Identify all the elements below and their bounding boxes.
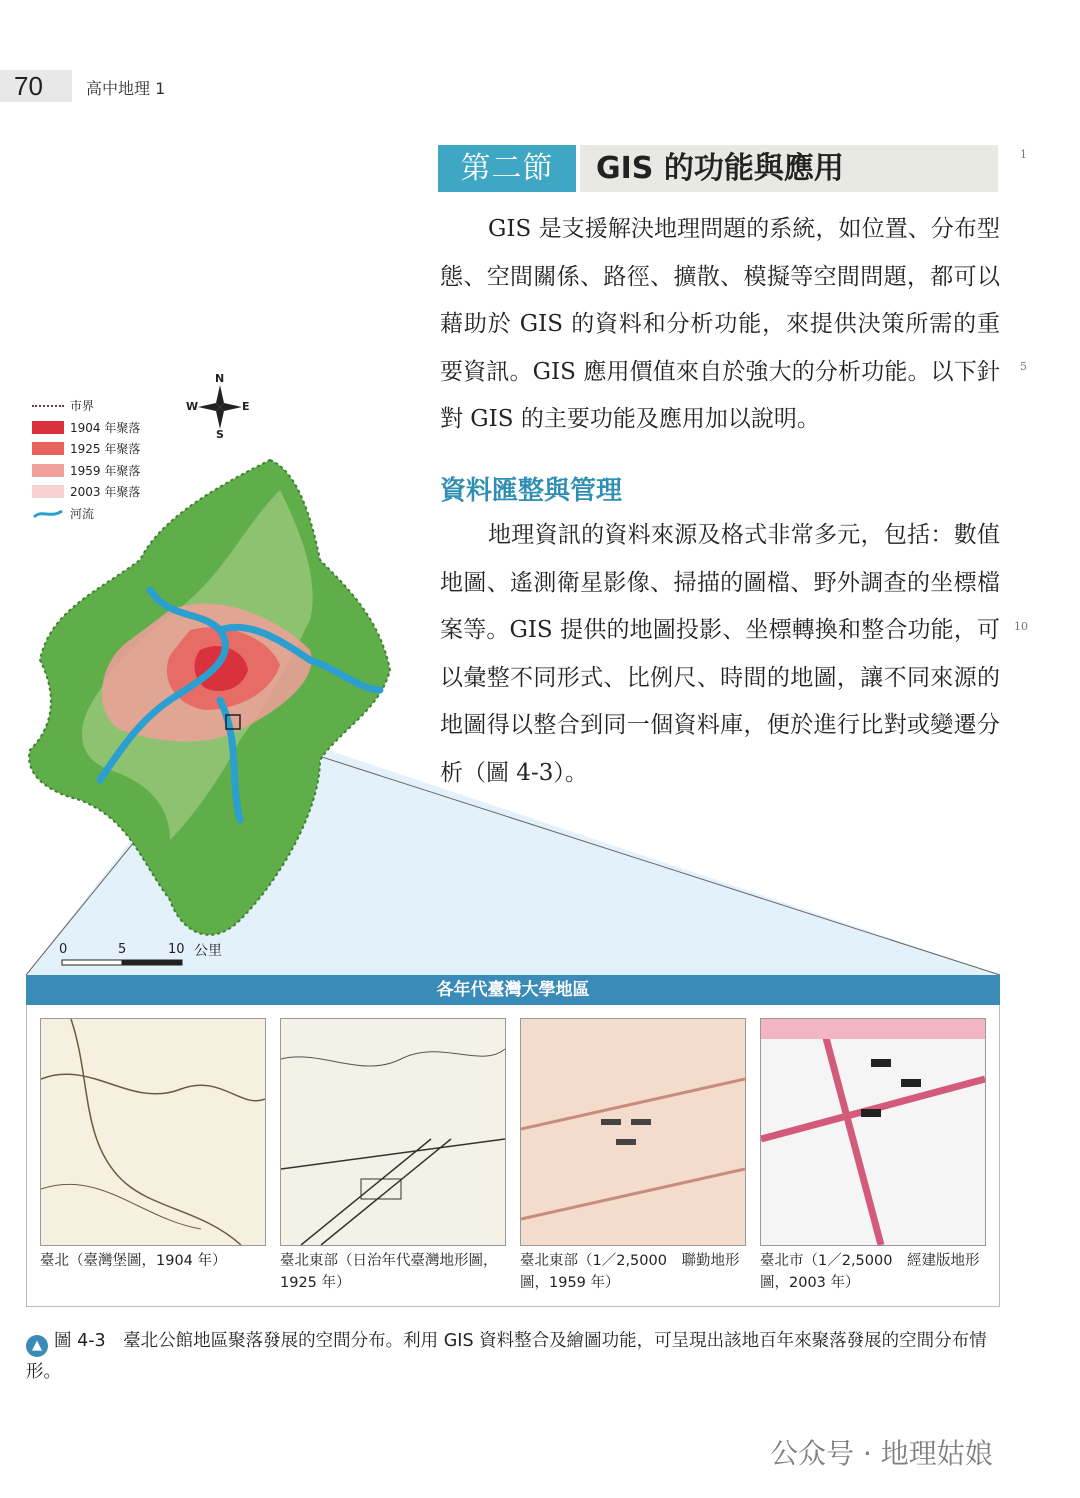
caret-up-icon: ▲ — [26, 1335, 48, 1357]
figure-header: 各年代臺灣大學地區 — [26, 975, 1000, 1005]
map-caption-1904: 臺北（臺灣堡圖，1904 年） — [40, 1253, 227, 1269]
section-tag: 第二節 — [438, 145, 576, 192]
map-thumb-2003 — [760, 1018, 986, 1246]
legend-item-1959 — [32, 460, 140, 482]
compass-icon — [198, 385, 242, 429]
page-number: 70 — [14, 71, 43, 101]
map-caption-1925: 臺北東部（日治年代臺灣地形圖，1925 年） — [280, 1253, 498, 1291]
legend-item-river — [32, 503, 140, 525]
figure-caption-text: 臺北公館地區聚落發展的空間分布。利用 GIS 資料整合及繪圖功能，可呈現出該地百年來聚落發展的空間分布情形。 — [26, 1331, 987, 1382]
figure-label: 圖 4-3 — [54, 1331, 106, 1351]
map-thumb-1959 — [520, 1018, 746, 1246]
map-1925-drawing — [281, 1019, 505, 1245]
scale-tick-5: 5 — [118, 942, 127, 957]
legend-item-boundary — [32, 395, 140, 417]
boundary-swatch — [32, 405, 64, 407]
legend-label: 市界 — [70, 399, 95, 414]
scale-unit: 公里 — [194, 943, 222, 959]
map-caption-2003: 臺北市（1／2,5000 經建版地形圖，2003 年） — [760, 1253, 980, 1291]
map-1904-drawing — [41, 1019, 265, 1245]
line-number-5: 5 — [1020, 360, 1027, 373]
swatch-1925 — [32, 442, 64, 455]
map-caption-1959: 臺北東部（1／2,5000 聯勤地形圖，1959 年） — [520, 1253, 740, 1291]
compass-w: W — [186, 400, 199, 413]
legend-label: 河流 — [70, 506, 95, 521]
legend-label: 1904 年聚落 — [70, 420, 141, 435]
settlement-map — [20, 360, 1010, 980]
line-number-10: 10 — [1014, 620, 1028, 633]
river-swatch-icon — [32, 507, 64, 520]
subheading: 資料匯整與管理 — [440, 476, 623, 506]
legend-item-1904 — [32, 417, 140, 439]
swatch-2003 — [32, 485, 64, 498]
swatch-1959 — [32, 464, 64, 477]
map-thumb-1925 — [280, 1018, 506, 1246]
figure-caption — [26, 1326, 1016, 1387]
scale-tick-10: 10 — [168, 942, 185, 957]
legend-item-2003 — [32, 481, 140, 503]
legend-label: 2003 年聚落 — [70, 485, 141, 500]
map-thumb-1904 — [40, 1018, 266, 1246]
swatch-1904 — [32, 421, 64, 434]
intro-paragraph: GIS 是支援解決地理問題的系統，如位置、分布型態、空間關係、路徑、擴散、模擬等空間問題，都可以藉助於 GIS 的資料和分析功能，來提供決策所需的重要資訊。GIS 應用價值來自於強大的分析功能。以下針對 GIS 的主要功能及應用加以說明。 — [440, 216, 1000, 432]
compass-e: E — [242, 400, 250, 413]
scale-tick-0: 0 — [59, 942, 68, 957]
map-1959-drawing — [521, 1019, 745, 1245]
section-title: GIS 的功能與應用 — [596, 151, 844, 186]
legend-item-1925 — [32, 438, 140, 460]
compass-s: S — [216, 428, 224, 441]
legend-label: 1959 年聚落 — [70, 463, 141, 478]
map-legend — [32, 395, 140, 524]
line-number-1: 1 — [1020, 148, 1027, 161]
watermark: 公众号 · 地理姑娘 — [770, 1437, 993, 1470]
compass-n: N — [215, 372, 225, 385]
map-2003-drawing — [761, 1019, 985, 1245]
legend-label: 1925 年聚落 — [70, 442, 141, 457]
body-paragraph: 地理資訊的資料來源及格式非常多元，包括：數值地圖、遙測衛星影像、掃描的圖檔、野外調查的坐標檔案等。GIS 提供的地圖投影、坐標轉換和整合功能，可以彙整不同形式、比例尺、時間的地圖，讓不同來源的地圖得以整合到同一個資料庫，便於進行比對或變遷分析（圖 4-3）。 — [440, 522, 1000, 786]
scale-bar — [62, 960, 182, 965]
book-title: 高中地理 1 — [86, 79, 166, 98]
